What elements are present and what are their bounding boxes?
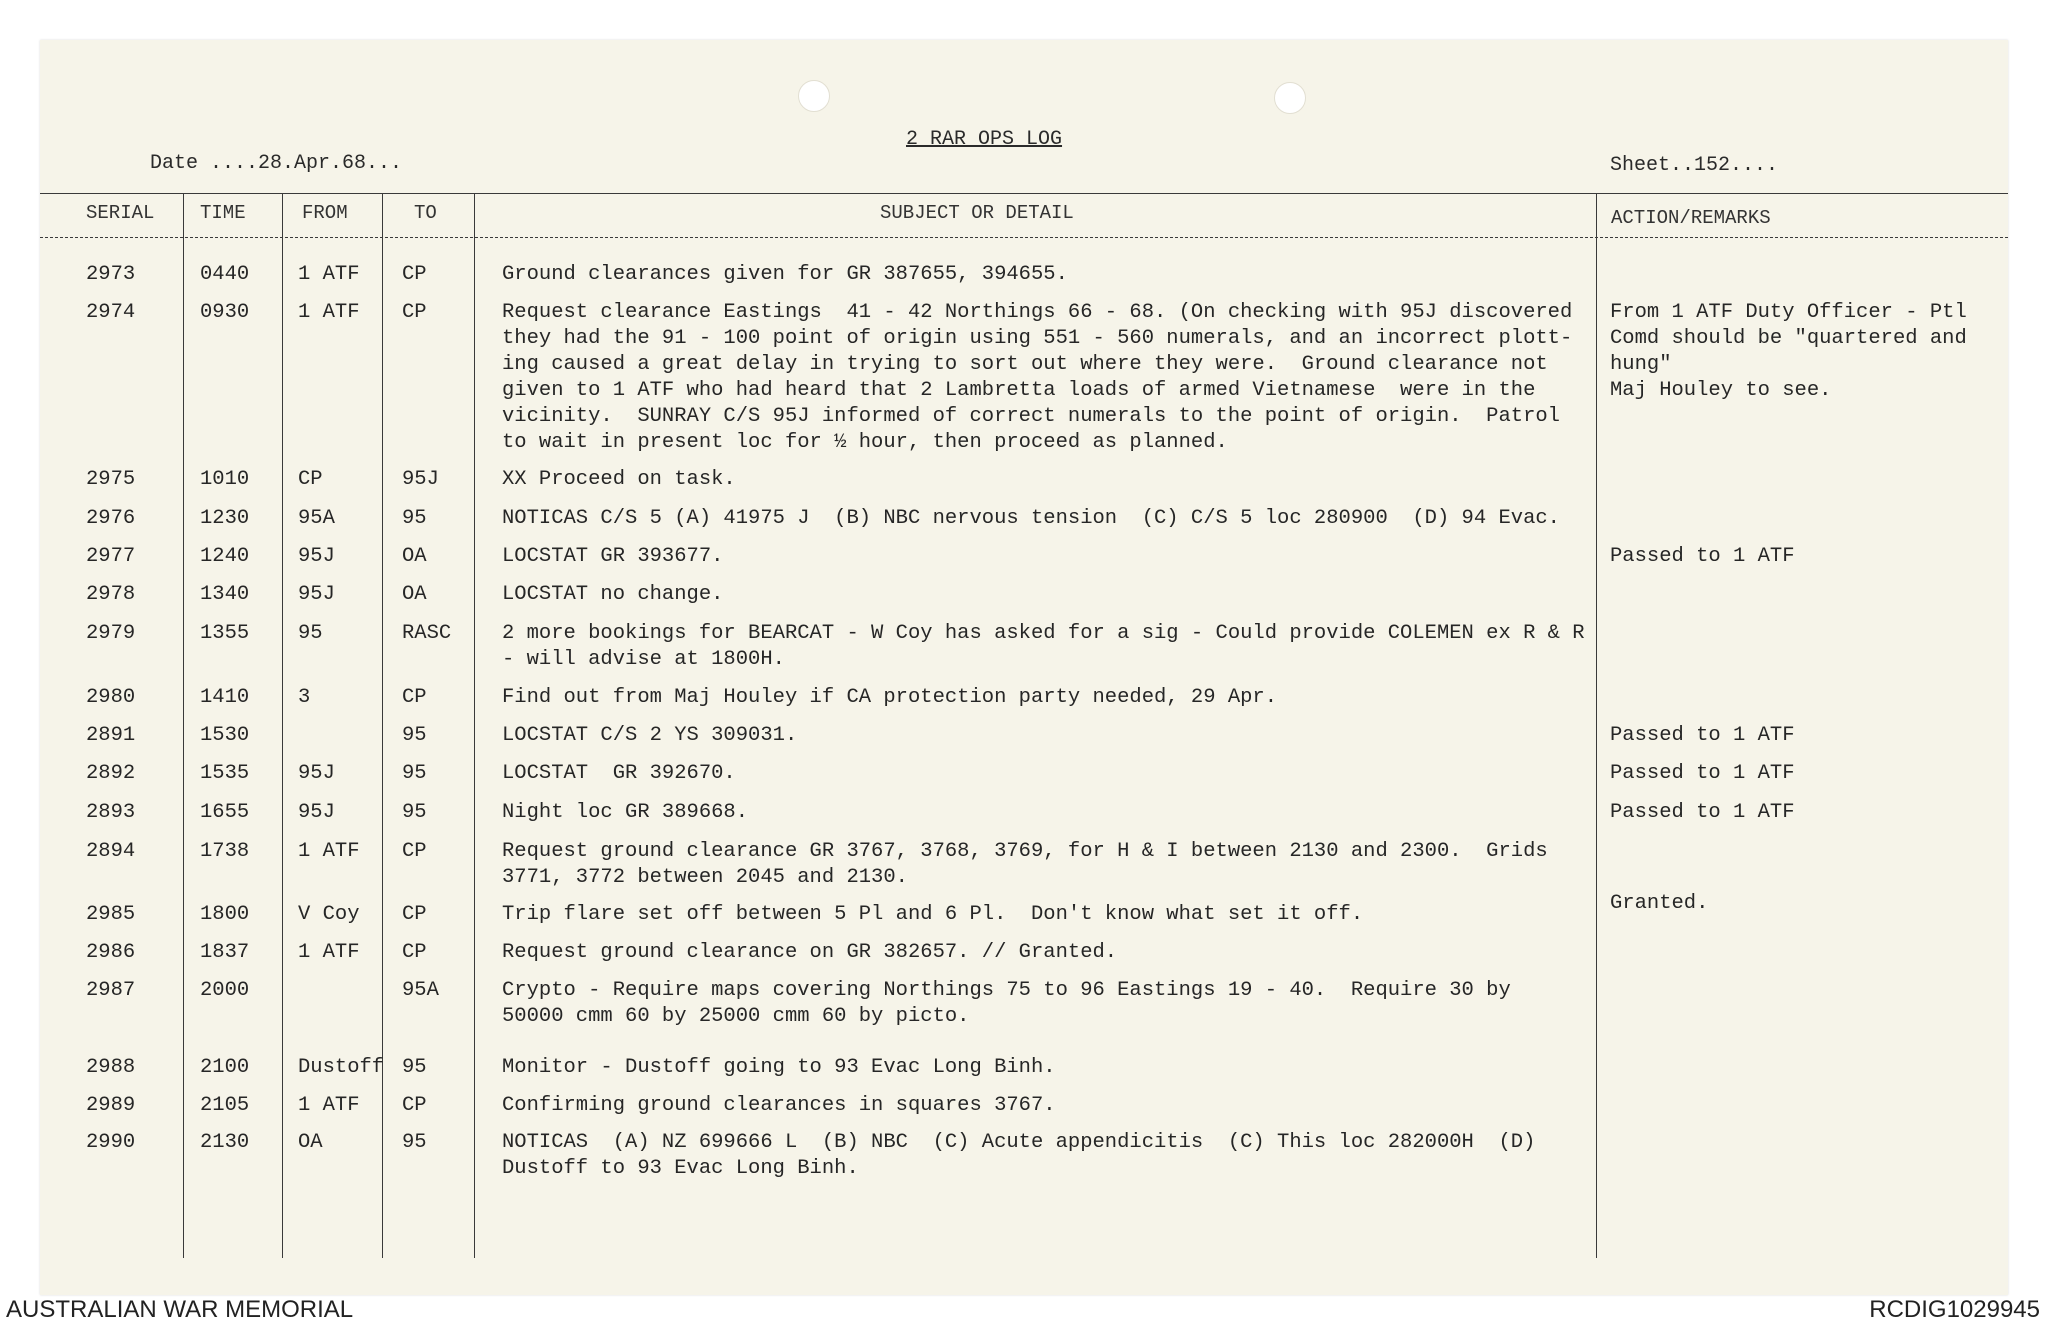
cell-time: 1800 [200,903,250,926]
cell-to: OA [402,545,427,568]
cell-time: 0930 [200,301,250,324]
cell-serial: 2979 [86,622,136,645]
cell-to: 95 [402,724,427,747]
cell-from: 95J [298,762,335,785]
cell-to: CP [402,1094,427,1117]
cell-to: 95A [402,979,439,1002]
sheet-value: ..152.... [1670,154,1779,177]
cell-serial: 2985 [86,903,136,926]
cell-detail: Request ground clearance GR 3767, 3768, 3769, for H & I between 2130 and 2300. Grids 3771, 3772 between 2045 and 2130. [502,840,1548,889]
cell-from: 1 ATF [298,1094,360,1117]
cell-time: 1410 [200,686,250,709]
cell-time: 0440 [200,263,250,286]
column-header-serial: SERIAL [86,202,155,224]
cell-serial: 2892 [86,762,136,785]
cell-time: 1240 [200,545,250,568]
cell-detail: Request ground clearance on GR 382657. // Granted. [502,941,1118,964]
cell-to: 95 [402,507,427,530]
punch-hole-left [798,80,830,112]
cell-serial: 2893 [86,801,136,824]
footer-record-id: RCDIG1029945 [1869,1296,2040,1323]
cell-to: 95J [402,468,439,491]
cell-to: CP [402,686,427,709]
table-top-rule [40,193,2008,194]
cell-serial: 2980 [86,686,136,709]
cell-detail: Trip flare set off between 5 Pl and 6 Pl. Don't know what set it off. [502,903,1364,926]
cell-to: OA [402,583,427,606]
cell-time: 2130 [200,1131,250,1154]
page-title: 2 RAR OPS LOG [906,128,1063,151]
cell-time: 1355 [200,622,250,645]
cell-detail: NOTICAS C/S 5 (A) 41975 J (B) NBC nervous tension (C) C/S 5 loc 280900 (D) 94 Evac. [502,507,1560,530]
cell-to: CP [402,840,427,863]
column-header-from: FROM [302,202,348,224]
date-value: ....28.Apr.68... [210,152,403,175]
column-header-action: ACTION/REMARKS [1611,207,1771,229]
cell-detail: LOCSTAT no change. [502,583,724,606]
cell-time: 1340 [200,583,250,606]
column-divider [382,193,383,1258]
cell-detail: LOCSTAT GR 393677. [502,545,724,568]
cell-remarks: From 1 ATF Duty Officer - Ptl Comd should be "quartered and hung" Maj Houley to see. [1610,301,1967,402]
cell-time: 1655 [200,801,250,824]
cell-from: 1 ATF [298,301,360,324]
column-header-time: TIME [200,202,246,224]
cell-time: 1530 [200,724,250,747]
cell-detail: Crypto - Require maps covering Northings 75 to 96 Eastings 19 - 40. Require 30 by 50000 cmm 60 by 25000 cmm 60 by picto. [502,979,1511,1028]
cell-detail: Night loc GR 389668. [502,801,749,824]
cell-detail: Confirming ground clearances in squares 3767. [502,1094,1056,1117]
cell-to: RASC [402,622,452,645]
column-header-subject: SUBJECT OR DETAIL [880,202,1074,224]
date-label: Date [150,152,199,175]
cell-detail: Find out from Maj Houley if CA protection party needed, 29 Apr. [502,686,1278,709]
cell-detail: LOCSTAT GR 392670. [502,762,736,785]
cell-to: CP [402,941,427,964]
cell-time: 1010 [200,468,250,491]
cell-from: Dustoff [298,1056,385,1079]
cell-serial: 2975 [86,468,136,491]
cell-time: 1535 [200,762,250,785]
column-divider [282,193,283,1258]
cell-from: 1 ATF [298,941,360,964]
column-divider [474,193,475,1258]
cell-remarks: Passed to 1 ATF [1610,545,1795,568]
punch-hole-right [1274,82,1306,114]
cell-serial: 2978 [86,583,136,606]
cell-time: 1738 [200,840,250,863]
date-field [150,152,402,175]
cell-from: CP [298,468,323,491]
cell-from: 95 [298,622,323,645]
cell-from: 1 ATF [298,263,360,286]
cell-from: 95J [298,583,335,606]
cell-time: 2105 [200,1094,250,1117]
cell-from: OA [298,1131,323,1154]
footer-archive-name: AUSTRALIAN WAR MEMORIAL [6,1296,354,1323]
cell-from: 3 [298,686,311,709]
cell-serial: 2973 [86,263,136,286]
cell-time: 2000 [200,979,250,1002]
cell-serial: 2988 [86,1056,136,1079]
cell-remarks: Granted. [1610,892,1709,915]
cell-time: 1837 [200,941,250,964]
cell-serial: 2987 [86,979,136,1002]
cell-remarks: Passed to 1 ATF [1610,724,1795,747]
cell-serial: 2976 [86,507,136,530]
cell-serial: 2977 [86,545,136,568]
cell-detail: Ground clearances given for GR 387655, 394655. [502,263,1068,286]
cell-serial: 2989 [86,1094,136,1117]
cell-to: 95 [402,801,427,824]
cell-from: 1 ATF [298,840,360,863]
cell-to: CP [402,301,427,324]
cell-serial: 2990 [86,1131,136,1154]
cell-to: CP [402,263,427,286]
cell-time: 1230 [200,507,250,530]
cell-detail: Request clearance Eastings 41 - 42 Northings 66 - 68. (On checking with 95J discovered they had the 91 - 100 point of origin using 551 - 560 numerals, and an incorrect plott- ing caused a great delay in trying to sort out where they were. Ground clearance not given to 1 ATF who had heard that 2 Lambretta loads of armed Vietnamese were in the vicinity. SUNRAY C/S 95J informed of correct numerals to the point of origin. Patrol to wait in present loc for ½ hour, then proceed as planned. [502,301,1573,454]
cell-serial: 2974 [86,301,136,324]
cell-detail: 2 more bookings for BEARCAT - W Coy has asked for a sig - Could provide COLEMEN ex R & R - will advise at 1800H. [502,622,1585,671]
cell-detail: XX Proceed on task. [502,468,736,491]
sheet-field [1610,154,1778,177]
column-header-to: TO [414,202,437,224]
column-divider [1596,193,1597,1258]
cell-serial: 2891 [86,724,136,747]
cell-from: 95A [298,507,335,530]
cell-serial: 2894 [86,840,136,863]
cell-to: CP [402,903,427,926]
sheet-label: Sheet [1610,154,1671,177]
cell-time: 2100 [200,1056,250,1079]
table-header-rule [40,237,2008,238]
cell-detail: LOCSTAT C/S 2 YS 309031. [502,724,798,747]
cell-remarks: Passed to 1 ATF [1610,762,1795,785]
cell-remarks: Passed to 1 ATF [1610,801,1795,824]
cell-to: 95 [402,1131,427,1154]
cell-detail: Monitor - Dustoff going to 93 Evac Long Binh. [502,1056,1056,1079]
column-divider [183,193,184,1258]
cell-to: 95 [402,1056,427,1079]
cell-from: 95J [298,801,335,824]
cell-serial: 2986 [86,941,136,964]
cell-to: 95 [402,762,427,785]
cell-from: 95J [298,545,335,568]
cell-detail: NOTICAS (A) NZ 699666 L (B) NBC (C) Acute appendicitis (C) This loc 282000H (D) Dustoff to 93 Evac Long Binh. [502,1131,1536,1180]
cell-from: V Coy [298,903,360,926]
